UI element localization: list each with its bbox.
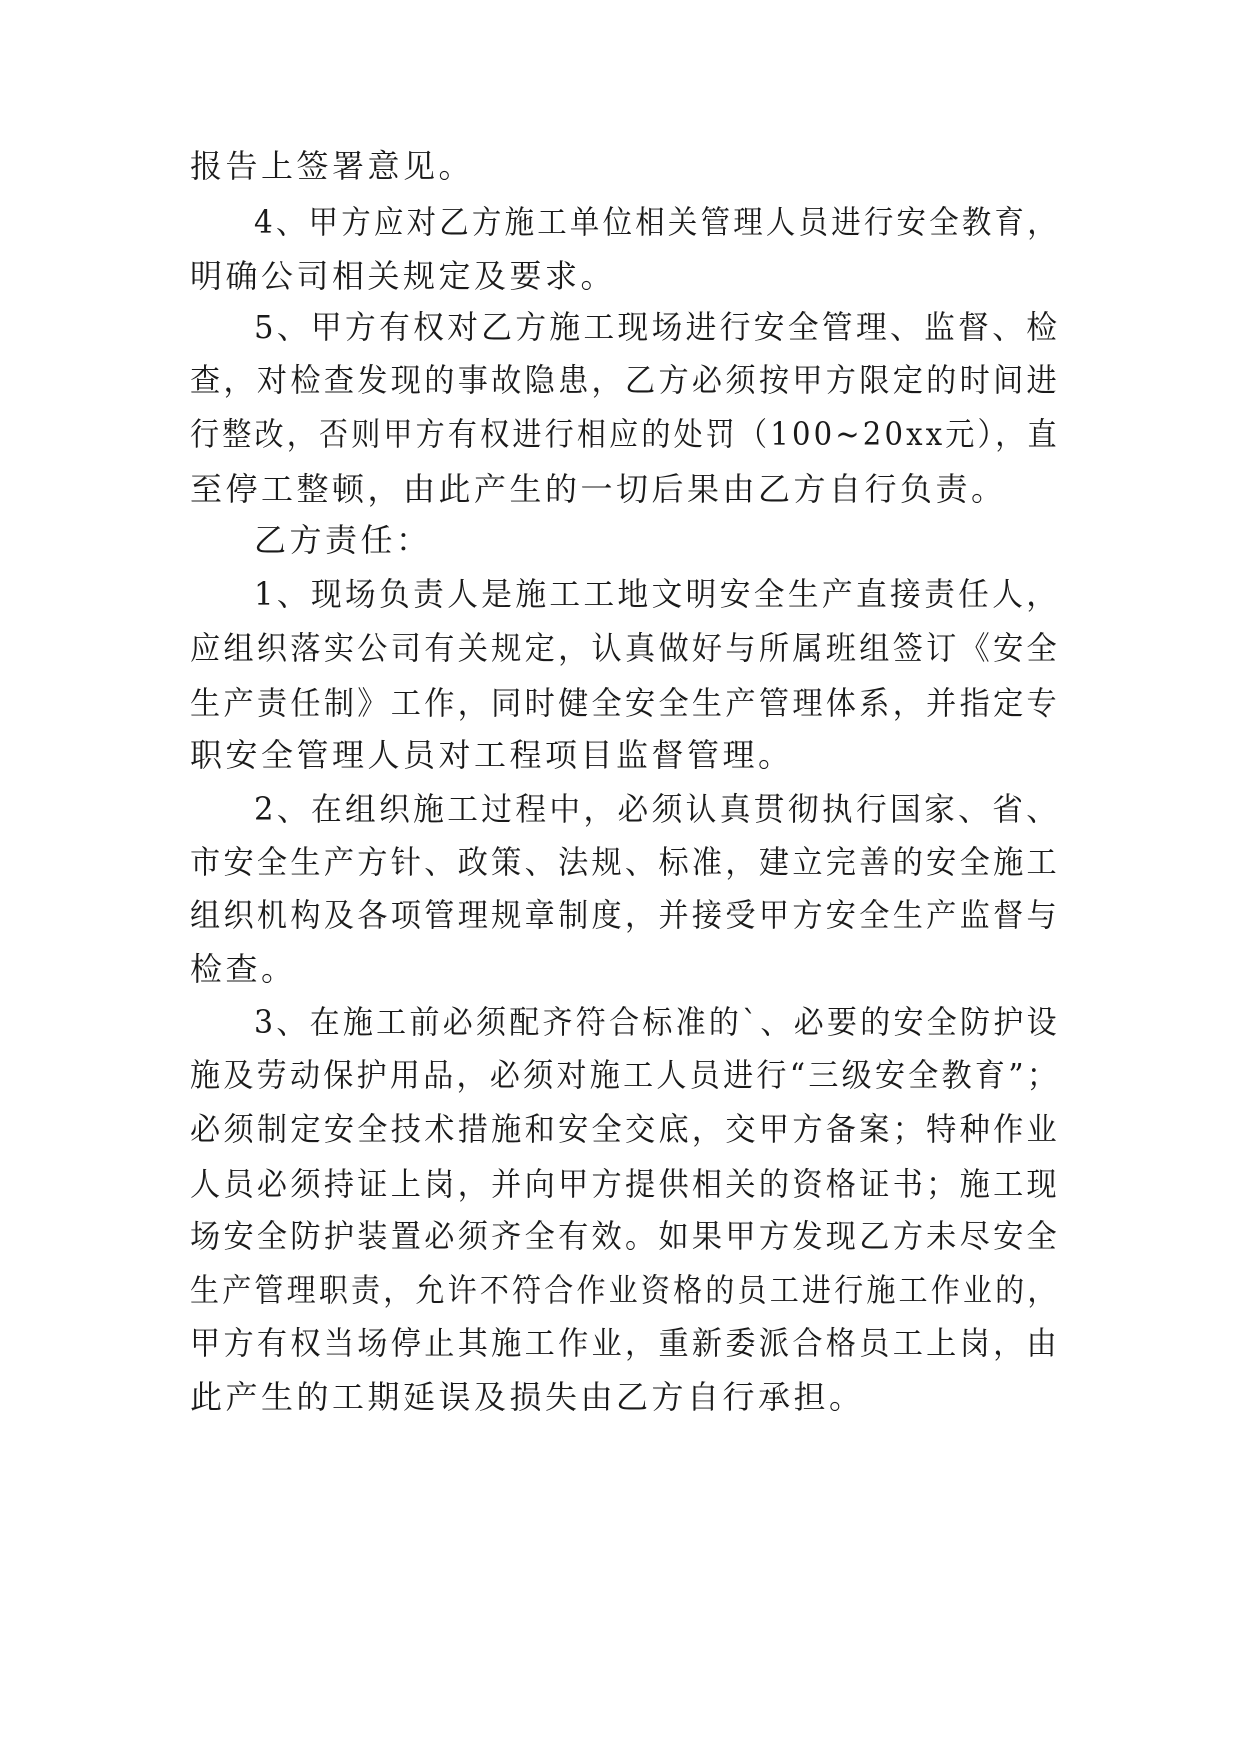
text-line: 报告上签署意见。: [190, 147, 475, 185]
text-line: 甲方有权当场停止其施工作业，重新委派合格员工上岗，由: [190, 1324, 1061, 1362]
text-line: 场安全防护装置必须齐全有效。如果甲方发现乙方未尽安全: [190, 1217, 1061, 1255]
text-line: 组织机构及各项管理规章制度，并接受甲方安全生产监督与: [190, 896, 1061, 934]
text-line: 必须制定安全技术措施和安全交底，交甲方备案；特种作业: [190, 1110, 1061, 1148]
text-line: 至停工整顿，由此产生的一切后果由乙方自行负责。: [190, 470, 1007, 508]
text-line: 此产生的工期延误及损失由乙方自行承担。: [190, 1378, 865, 1416]
text-line: 1、现场负责人是施工工地文明安全生产直接责任人，: [254, 575, 1061, 613]
text-line: 明确公司相关规定及要求。: [190, 257, 617, 295]
section-heading: 乙方责任：: [254, 521, 432, 559]
text-line: 查，对检查发现的事故隐患，乙方必须按甲方限定的时间进: [190, 361, 1061, 399]
text-line: 职安全管理人员对工程项目监督管理。: [190, 736, 794, 774]
text-line: 生产责任制》工作，同时健全安全生产管理体系，并指定专: [190, 684, 1061, 722]
text-line: 施及劳动保护用品，必须对施工人员进行“三级安全教育”；: [190, 1056, 1061, 1094]
text-line: 生产管理职责，允许不符合作业资格的员工进行施工作业的，: [190, 1271, 1060, 1309]
text-line: 5、甲方有权对乙方施工现场进行安全管理、监督、检: [254, 308, 1061, 346]
text-line: 3、在施工前必须配齐符合标准的`、必要的安全防护设: [254, 1003, 1060, 1041]
text-line: 检查。: [190, 950, 297, 988]
text-line: 市安全生产方针、政策、法规、标准，建立完善的安全施工: [190, 843, 1061, 881]
text-line: 2、在组织施工过程中，必须认真贯彻执行国家、省、: [254, 790, 1061, 828]
text-line: 4、甲方应对乙方施工单位相关管理人员进行安全教育，: [254, 203, 1060, 241]
text-line: 应组织落实公司有关规定，认真做好与所属班组签订《安全: [190, 629, 1061, 667]
text-line: 人员必须持证上岗，并向甲方提供相关的资格证书；施工现: [190, 1165, 1061, 1203]
text-line: 行整改，否则甲方有权进行相应的处罚（100~20xx元），直: [190, 415, 1060, 453]
